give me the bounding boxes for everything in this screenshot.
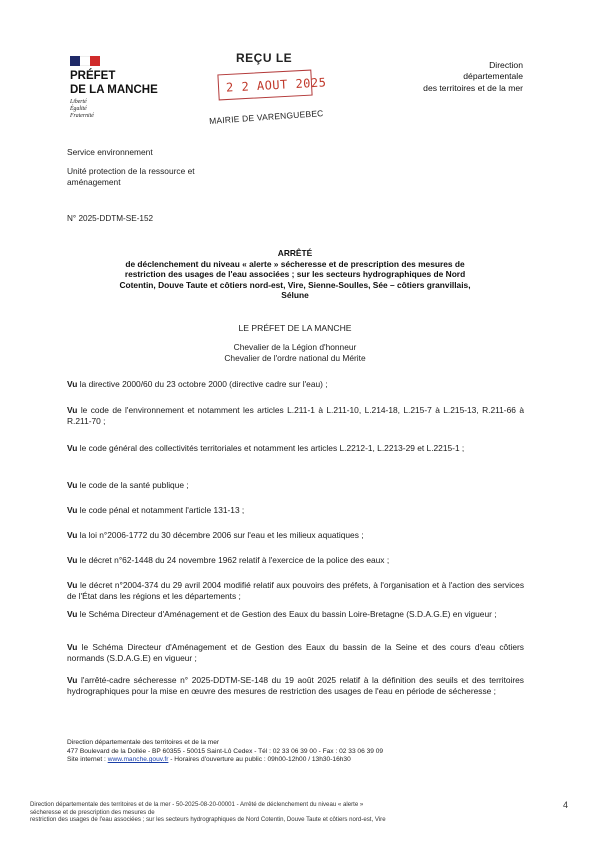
vu-paragraph	[67, 530, 524, 541]
vu-prefix: Vu	[67, 642, 78, 652]
vu-paragraph	[67, 675, 524, 697]
vu-text: le Schéma Directeur d'Aménagement et de Gestion des Eaux du bassin de la Seine et des cours d'eau côtiers normands (S.D.A.G.E) en vigueur ;	[67, 642, 524, 663]
vu-text: le décret n°62-1448 du 24 novembre 1962 relatif à l'exercice de la police des eaux ;	[79, 555, 390, 565]
title-line: Cotentin, Douve Taute et côtiers nord-est, Vire, Sienne-Soulles, Sée – côtiers granvillais,	[119, 279, 471, 290]
stamp-mairie: MAIRIE DE VARENGUEBEC	[208, 108, 324, 126]
direction-line-3: des territoires et de la mer	[423, 82, 523, 93]
title-line: Sélune	[281, 290, 309, 301]
direction-block	[423, 60, 523, 94]
unite-line-2: aménagement	[67, 177, 121, 187]
vu-prefix: Vu	[67, 580, 78, 590]
vu-prefix: Vu	[67, 379, 78, 389]
vu-prefix: Vu	[67, 405, 78, 415]
honor-line: Chevalier de la Légion d'honneur	[233, 342, 357, 352]
vu-text: le code général des collectivités territoriales et notamment les articles L.2212-1, L.2213-29 et L.2215-1 ;	[79, 443, 465, 453]
note-line: sécheresse et de prescription des mesures de	[30, 808, 155, 816]
title-line: de déclenchement du niveau « alerte » sécheresse et de prescription des mesures de	[125, 258, 465, 269]
footer-website	[67, 756, 383, 765]
vu-text: la loi n°2006-1772 du 30 décembre 2006 sur l'eau et les milieux aquatiques ;	[79, 530, 364, 540]
vu-prefix: Vu	[67, 530, 78, 540]
stamp-recu-label: REÇU LE	[236, 51, 293, 65]
vu-prefix: Vu	[67, 443, 78, 453]
direction-line-2: départementale	[463, 71, 523, 82]
stamp-date: 2 2 AOUT 2025	[225, 75, 327, 95]
direction-line-1: Direction	[489, 60, 523, 70]
marianne-flag-icon	[70, 56, 100, 66]
vu-paragraph	[67, 642, 524, 664]
vu-prefix: Vu	[67, 480, 78, 490]
page-number: 4	[563, 800, 569, 810]
page-footer	[67, 739, 383, 765]
vu-prefix: Vu	[67, 505, 78, 515]
footer-org: Direction départementale des territoires et de la mer	[67, 739, 220, 746]
title-line: restriction des usages de l'eau associées ; sur les secteurs hydrographiques de Nord	[124, 269, 466, 280]
unite-line-1: Unité protection de la ressource et	[67, 166, 195, 176]
note-line: Direction départementale des territoires et de la mer - 50-2025-08-20-00001 - Arrêté de déclenchement du niveau « alerte »	[30, 801, 364, 808]
vu-paragraph	[67, 580, 524, 602]
vu-prefix: Vu	[67, 675, 78, 685]
footer-hours: - Horaires d'ouverture au public : 09h00-12h00 / 13h30-16h30	[168, 756, 351, 764]
motto-egalite: Égalité	[70, 106, 87, 112]
prefet-logo-title	[70, 70, 158, 97]
vu-paragraph	[67, 405, 524, 427]
prefet-line-2: DE LA MANCHE	[70, 83, 158, 96]
republic-motto	[70, 99, 94, 120]
prefet-honors	[66, 342, 524, 363]
prefet-line-1: PRÉFET	[70, 70, 116, 82]
vu-paragraph	[67, 480, 524, 491]
vu-paragraph	[67, 505, 524, 516]
vu-text: la directive 2000/60 du 23 octobre 2000 (directive cadre sur l'eau) ;	[79, 379, 328, 389]
document-reference-note	[30, 801, 530, 824]
footer-address: 477 Boulevard de la Dollée - BP 60355 - 50015 Saint-Lô Cedex - Tél : 02 33 06 39 00 - Fax : 02 33 06 39 09	[67, 747, 384, 755]
arrete-title	[66, 248, 524, 301]
vu-text: le code pénal et notamment l'article 131-13 ;	[79, 505, 245, 515]
vu-prefix: Vu	[67, 555, 78, 565]
footer-site-label: Site internet :	[67, 756, 108, 764]
arrete-heading: ARRÊTÉ	[277, 248, 313, 258]
vu-paragraph	[67, 609, 524, 620]
motto-liberte: Liberté	[70, 99, 87, 105]
document-reference: N° 2025-DDTM-SE-152	[67, 214, 154, 223]
vu-paragraph	[67, 443, 524, 454]
website-link[interactable]: www.manche.gouv.fr	[107, 756, 169, 764]
vu-text: le code de l'environnement et notamment les articles L.211-1 à L.211-10, L.214-18, L.215-7 à L.215-13, R.211-66 à R.211-70 ;	[67, 405, 524, 426]
vu-text: l'arrêté-cadre sécheresse n° 2025-DDTM-SE-148 du 19 août 2025 relatif à la définition des seuils et des territoires hydrographiques pour la mise en œuvre des mesures de restriction des usages de l'eau en période de sécheresse ;	[67, 675, 524, 696]
vu-paragraph	[67, 379, 524, 390]
honor-line: Chevalier de l'ordre national du Mérite	[224, 352, 366, 363]
prefet-heading: LE PRÉFET DE LA MANCHE	[238, 323, 352, 333]
service-name: Service environnement	[67, 147, 153, 157]
motto-fraternite: Fraternité	[70, 113, 94, 119]
unite-name	[67, 166, 195, 188]
vu-paragraph	[67, 555, 524, 566]
vu-text: le code de la santé publique ;	[79, 480, 189, 490]
note-line: restriction des usages de l'eau associées ; sur les secteurs hydrographiques de Nord Cotentin, Douve Taute et côtiers nord-est, Vire	[30, 816, 386, 824]
vu-prefix: Vu	[67, 609, 78, 619]
vu-text: le Schéma Directeur d'Aménagement et de Gestion des Eaux du bassin Loire-Bretagne (S.D.A.G.E) en vigueur ;	[79, 609, 497, 619]
vu-text: le décret n°2004-374 du 29 avril 2004 modifié relatif aux pouvoirs des préfets, à l'organisation et à l'action des services de l'État dans les régions et les départements ;	[67, 580, 525, 601]
